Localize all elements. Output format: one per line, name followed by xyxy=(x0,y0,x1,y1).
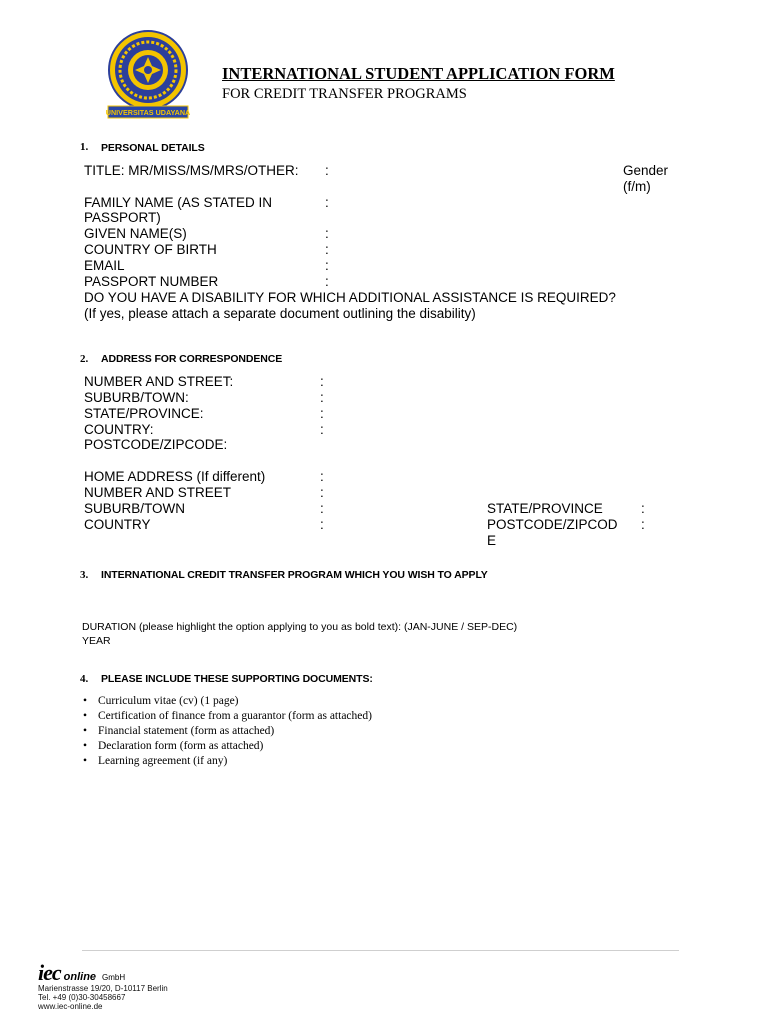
home-postcode-label: POSTCODE/ZIPCOD xyxy=(487,517,618,532)
footer-divider xyxy=(82,950,679,951)
home-suburb-label: SUBURB/TOWN xyxy=(84,501,186,516)
home-address-colon: : xyxy=(320,469,324,484)
footer-address: Marienstrasse 19/20, D-10117 Berlin xyxy=(38,984,168,993)
bullet-icon: • xyxy=(83,725,88,737)
postcode-label: POSTCODE/ZIPCODE: xyxy=(84,437,228,452)
home-suburb-colon: : xyxy=(320,501,324,516)
title-label: TITLE: MR/MISS/MS/MRS/OTHER: xyxy=(84,163,299,178)
suburb-colon: : xyxy=(320,390,324,405)
home-country-label: COUNTRY xyxy=(84,517,151,532)
list-item-text: Financial statement (form as attached) xyxy=(98,725,275,737)
supporting-documents-list xyxy=(80,694,372,769)
state-label: STATE/PROVINCE: xyxy=(84,406,204,421)
bullet-icon: • xyxy=(83,755,88,767)
given-names-label: GIVEN NAME(S) xyxy=(84,226,187,241)
gender-sub-label: (f/m) xyxy=(623,179,651,194)
year-text: YEAR xyxy=(82,635,111,647)
home-country-colon: : xyxy=(320,517,324,532)
home-postcode-label-2: E xyxy=(487,533,497,548)
footer-brand-suffix: online xyxy=(63,971,97,983)
gender-label: Gender xyxy=(623,163,669,178)
title-colon: : xyxy=(325,163,329,178)
list-item-text: Certification of finance from a guarantor (form as attached) xyxy=(98,710,372,722)
section-1-number: 1. xyxy=(80,141,89,153)
country-of-birth-label: COUNTRY OF BIRTH xyxy=(84,242,217,257)
family-name-colon: : xyxy=(325,195,329,210)
home-state-colon: : xyxy=(641,501,645,516)
list-item-text: Declaration form (form as attached) xyxy=(98,740,264,752)
list-item-text: Learning agreement (if any) xyxy=(98,755,228,767)
section-4-title: PLEASE INCLUDE THESE SUPPORTING DOCUMENTS: xyxy=(101,673,373,685)
email-label: EMAIL xyxy=(84,258,125,273)
university-seal-logo xyxy=(104,30,192,122)
bullet-icon: • xyxy=(83,710,88,722)
country-label: COUNTRY: xyxy=(84,422,154,437)
list-item xyxy=(80,739,372,754)
footer-brand: iec xyxy=(38,960,61,985)
section-3-title: INTERNATIONAL CREDIT TRANSFER PROGRAM WHICH YOU WISH TO APPLY xyxy=(101,569,488,581)
number-street-label: NUMBER AND STREET: xyxy=(84,374,234,389)
given-names-colon: : xyxy=(325,226,329,241)
home-address-label: HOME ADDRESS (If different) xyxy=(84,469,266,484)
family-name-label-2: PASSPORT) xyxy=(84,210,161,225)
form-title: INTERNATIONAL STUDENT APPLICATION FORM xyxy=(222,64,615,83)
disability-note: (If yes, please attach a separate document outlining the disability) xyxy=(84,306,476,321)
list-item xyxy=(80,724,372,739)
passport-number-label: PASSPORT NUMBER xyxy=(84,274,219,289)
home-postcode-colon: : xyxy=(641,517,645,532)
family-name-label: FAMILY NAME (AS STATED IN xyxy=(84,195,273,210)
bullet-icon: • xyxy=(83,695,88,707)
footer-company-logo xyxy=(38,960,198,1012)
state-colon: : xyxy=(320,406,324,421)
country-of-birth-colon: : xyxy=(325,242,329,257)
section-2-number: 2. xyxy=(80,353,89,365)
number-street-colon: : xyxy=(320,374,324,389)
section-4-number: 4. xyxy=(80,673,89,685)
list-item-text: Curriculum vitae (cv) (1 page) xyxy=(98,695,239,707)
section-3-number: 3. xyxy=(80,569,89,581)
list-item xyxy=(80,754,372,769)
suburb-label: SUBURB/TOWN: xyxy=(84,390,189,405)
section-2-title: ADDRESS FOR CORRESPONDENCE xyxy=(101,353,283,365)
footer-gmbh: GmbH xyxy=(102,973,126,982)
section-1-title: PERSONAL DETAILS xyxy=(101,142,205,154)
bullet-icon: • xyxy=(83,740,88,752)
list-item xyxy=(80,694,372,709)
form-subtitle: FOR CREDIT TRANSFER PROGRAMS xyxy=(222,86,467,102)
home-state-label: STATE/PROVINCE xyxy=(487,501,603,516)
footer-phone: Tel. +49 (0)30-30458667 xyxy=(38,993,126,1002)
home-street-colon: : xyxy=(320,485,324,500)
footer-web: www.iec-online.de xyxy=(38,1002,103,1011)
home-street-label: NUMBER AND STREET xyxy=(84,485,232,500)
email-colon: : xyxy=(325,258,329,273)
list-item xyxy=(80,709,372,724)
duration-text: DURATION (please highlight the option applying to you as bold text): (JAN-JUNE / SEP-DEC) xyxy=(82,621,518,633)
logo-ribbon-text: UNIVERSITAS UDAYANA xyxy=(105,108,191,117)
country-colon: : xyxy=(320,422,324,437)
disability-question: DO YOU HAVE A DISABILITY FOR WHICH ADDITIONAL ASSISTANCE IS REQUIRED? xyxy=(84,290,616,305)
passport-number-colon: : xyxy=(325,274,329,289)
